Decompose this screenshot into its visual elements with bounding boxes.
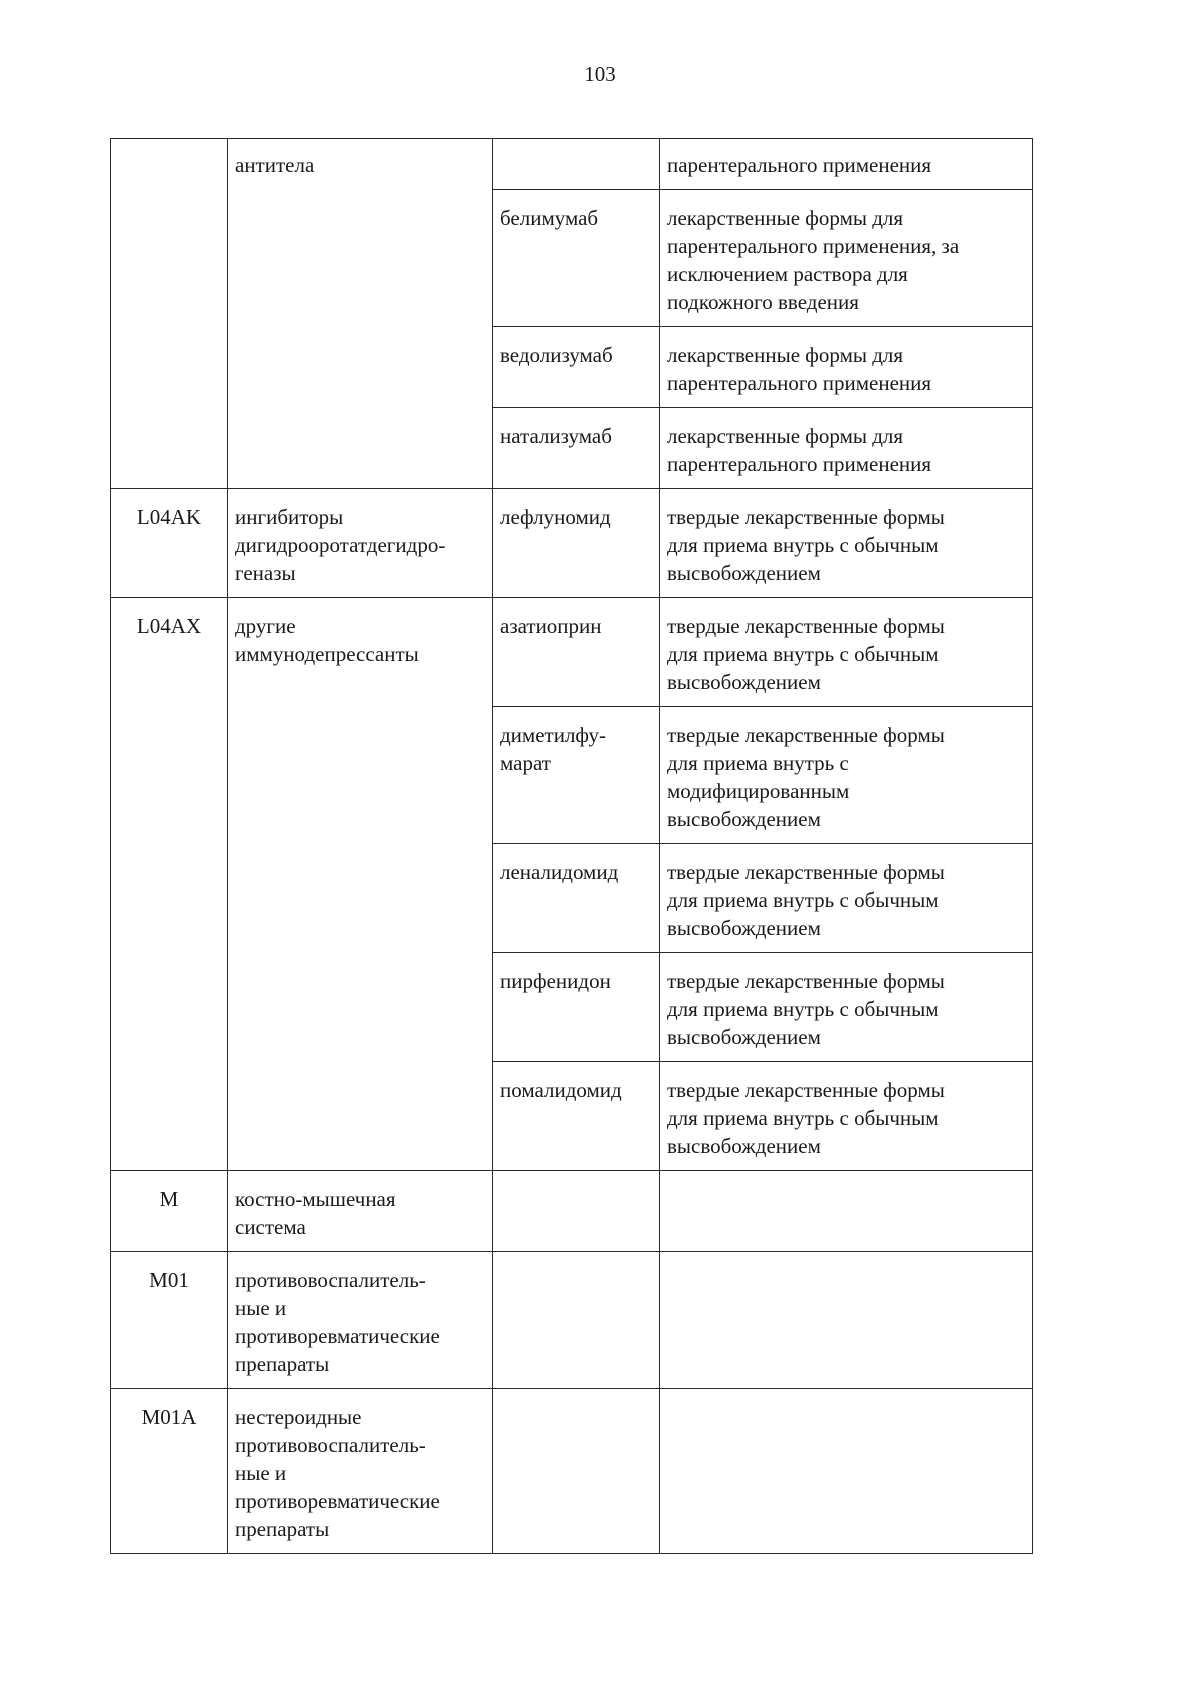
group-name-cell: ингибиторы дигидрооротатдегидро- геназы [228,489,493,598]
drug-name-cell: азатиоприн [493,598,660,707]
dosage-form-cell: твердые лекарственные формы для приема внутрь с обычным высвобождением [660,844,1033,953]
table-row [111,139,1033,190]
dosage-form-cell: лекарственные формы для парентерального применения [660,327,1033,408]
drug-name-cell: лефлуномид [493,489,660,598]
drug-name-cell [493,139,660,190]
drug-name-cell [493,1171,660,1252]
group-name-cell: костно-мышечная система [228,1171,493,1252]
atc-code-cell [111,139,228,489]
drug-name-cell: леналидомид [493,844,660,953]
atc-code-cell: L04AX [111,598,228,1171]
drug-table [110,138,1033,1554]
drug-name-cell: диметилфу- марат [493,707,660,844]
table-row [111,1171,1033,1252]
dosage-form-cell [660,1389,1033,1554]
atc-code-cell: L04AK [111,489,228,598]
dosage-form-cell [660,1252,1033,1389]
drug-name-cell: помалидомид [493,1062,660,1171]
drug-name-cell: пирфенидон [493,953,660,1062]
dosage-form-cell [660,1171,1033,1252]
page-number: 103 [584,62,616,86]
atc-code-cell: M01 [111,1252,228,1389]
atc-code-cell: M01A [111,1389,228,1554]
table-row [111,598,1033,707]
drug-name-cell: белимумаб [493,190,660,327]
table-row [111,1252,1033,1389]
dosage-form-cell: твердые лекарственные формы для приема внутрь с обычным высвобождением [660,953,1033,1062]
atc-code-cell: M [111,1171,228,1252]
group-name-cell: другие иммунодепрессанты [228,598,493,1171]
dosage-form-cell: твердые лекарственные формы для приема внутрь с обычным высвобождением [660,489,1033,598]
drug-name-cell: ведолизумаб [493,327,660,408]
group-name-cell: антитела [228,139,493,489]
dosage-form-cell: твердые лекарственные формы для приема внутрь с модифицированным высвобождением [660,707,1033,844]
table-row [111,489,1033,598]
group-name-cell: противовоспалитель- ные и противоревматические препараты [228,1252,493,1389]
dosage-form-cell: лекарственные формы для парентерального применения, за исключением раствора для подкожного введения [660,190,1033,327]
dosage-form-cell: твердые лекарственные формы для приема внутрь с обычным высвобождением [660,598,1033,707]
dosage-form-cell: парентерального применения [660,139,1033,190]
dosage-form-cell: лекарственные формы для парентерального применения [660,408,1033,489]
table-row [111,1389,1033,1554]
drug-name-cell [493,1252,660,1389]
drug-name-cell [493,1389,660,1554]
dosage-form-cell: твердые лекарственные формы для приема внутрь с обычным высвобождением [660,1062,1033,1171]
drug-name-cell: натализумаб [493,408,660,489]
group-name-cell: нестероидные противовоспалитель- ные и противоревматические препараты [228,1389,493,1554]
